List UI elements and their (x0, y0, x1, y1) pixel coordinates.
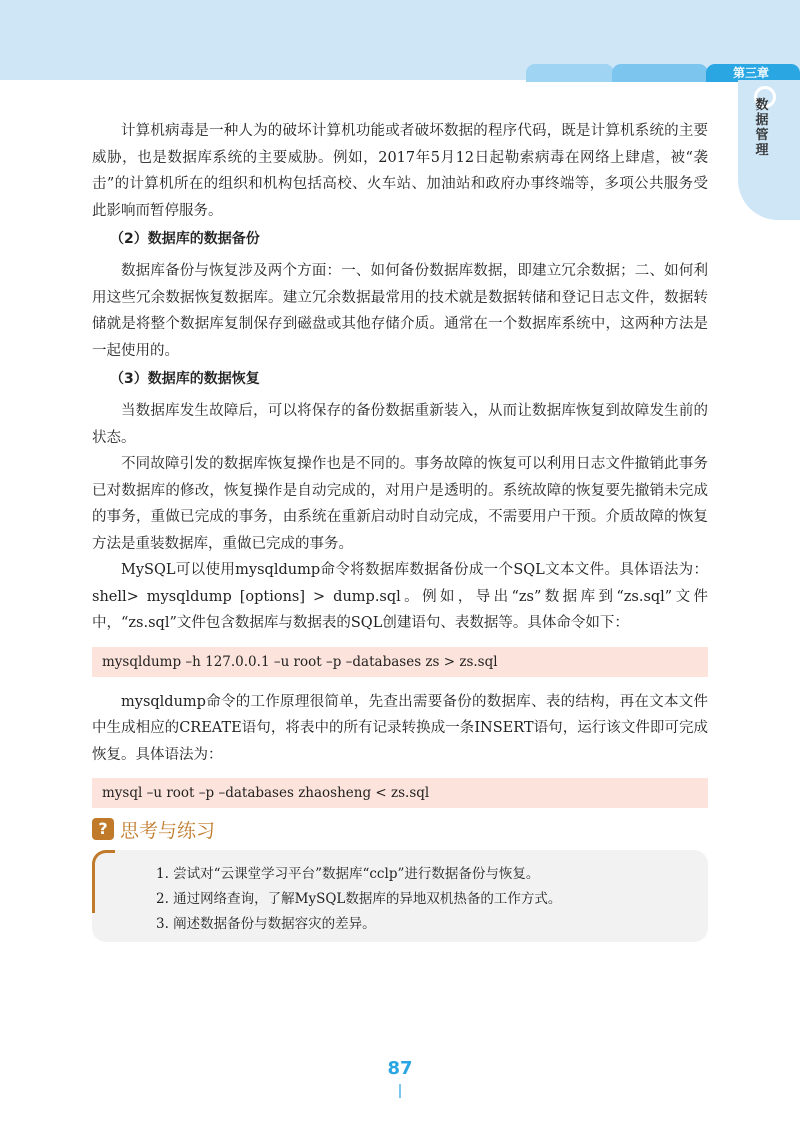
exercise-bracket-decoration (92, 850, 115, 913)
exercise-header (92, 816, 215, 842)
page-number: 87 (387, 1058, 413, 1079)
exercise-item: 1. 尝试对“云课堂学习平台”数据库“cclp”进行数据备份与恢复。 (156, 866, 540, 882)
exercise-list (156, 862, 561, 937)
section-heading: （3）数据库的数据恢复 (110, 371, 260, 387)
paragraph: 计算机病毒是一种人为的破坏计算机功能或者破坏数据的程序代码，既是计算机系统的主要威胁，也是数据库系统的主要威胁。例如，2017年5月12日起勒索病毒在网络上肆虐，被“袭击”的计算机所在的组织和机构包括高校、火车站、加油站和政府办事终端等，多项公共服务受此影响而暂停服务。 (92, 123, 708, 219)
header-tab-decoration (526, 64, 614, 82)
section-heading: （2）数据库的数据备份 (110, 231, 260, 247)
question-icon: ? (92, 818, 114, 840)
paragraph: 不同故障引发的数据库恢复操作也是不同的。事务故障的恢复可以利用日志文件撤销此事务已对数据库的修改，恢复操作是自动完成的，对用户是透明的。系统故障的恢复要先撤销未完成的事务，重做已完成的事务，由系统在重新启动时自动完成，不需要用户干预。介质故障的恢复方法是重装数据库，重做已完成的事务。 (92, 456, 708, 552)
exercise-item: 3. 阐述数据备份与数据容灾的差异。 (156, 916, 376, 932)
code-block: mysql –u root –p –databases zhaosheng < zs.sql (92, 778, 708, 808)
exercise-title: 思考与练习 (120, 819, 216, 842)
paragraph: 当数据库发生故障后，可以将保存的备份数据重新装入，从而让数据库恢复到故障发生前的状态。 (92, 403, 708, 446)
code-block: mysqldump –h 127.0.0.1 –u root –p –databases zs > zs.sql (92, 647, 708, 677)
main-content (92, 118, 708, 820)
header-tab-decoration (612, 64, 708, 82)
side-section-label: 数据管理 (755, 98, 769, 158)
paragraph: mysqldump命令的工作原理很简单，先查出需要备份的数据库、表的结构，再在文本文件中生成相应的CREATE语句，将表中的所有记录转换成一条INSERT语句，运行该文件即可完成恢复。具体语法为： (92, 693, 708, 763)
paragraph: MySQL可以使用mysqldump命令将数据库数据备份成一个SQL文本文件。具体语法为：shell> mysqldump [options] > dump.sql。例如，导出“zs”数据库到“zs.sql”文件中，“zs.sql”文件包含数据库与数据表的SQL创建语句、表数据等。具体命令如下： (92, 562, 708, 631)
paragraph: 数据库备份与恢复涉及两个方面：一、如何备份数据库数据，即建立冗余数据；二、如何利用这些冗余数据恢复数据库。建立冗余数据最常用的技术就是数据转储和登记日志文件，数据转储就是将整个数据库复制保存到磁盘或其他存储介质。通常在一个数据库系统中，这两种方法是一起使用的。 (92, 263, 708, 359)
page-number-tick (399, 1084, 401, 1098)
exercise-item: 2. 通过网络查询，了解MySQL数据库的异地双机热备的工作方式。 (156, 891, 562, 907)
chapter-label: 第三章 (732, 66, 769, 80)
